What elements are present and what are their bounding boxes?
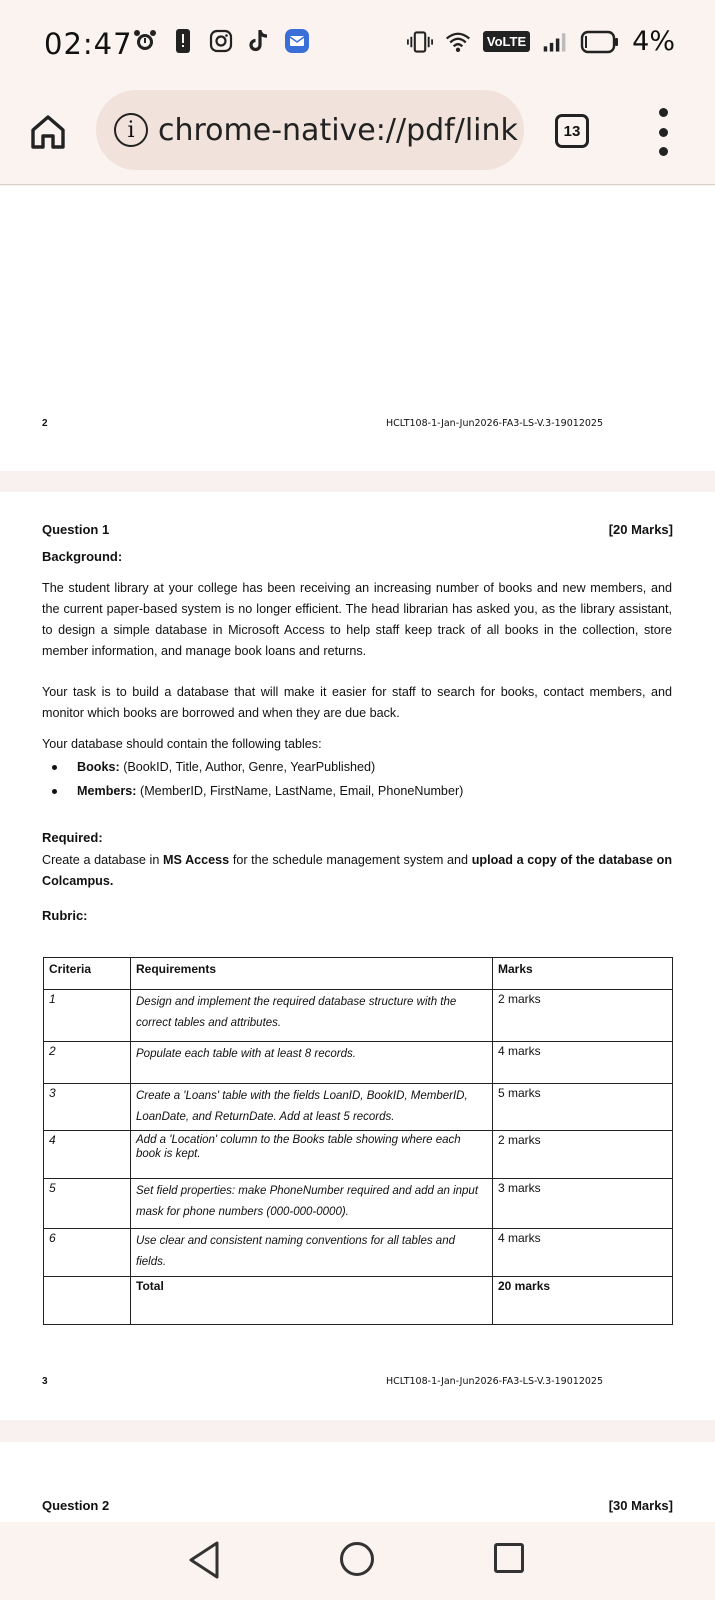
question-2-header <box>42 1498 673 1513</box>
question-1-header <box>42 522 673 537</box>
requirement-cell: Add a 'Location' column to the Books table showing where each book is kept. <box>131 1131 493 1179</box>
tables-intro: Your database should contain the following tables: <box>42 737 322 751</box>
pdf-page-4 <box>0 1442 715 1522</box>
table-row <box>44 990 673 1042</box>
criteria-cell <box>44 1277 131 1325</box>
criteria-cell: 1 <box>44 990 131 1042</box>
home-nav-button[interactable] <box>340 1542 374 1576</box>
page-footer <box>42 1376 673 1387</box>
page-number: 3 <box>42 1376 48 1387</box>
battery-icon <box>580 29 620 55</box>
table-list <box>52 755 463 803</box>
mail-icon <box>284 28 310 54</box>
requirement-cell: Set field properties: make PhoneNumber required and add an input mask for phone numbers (000-000-0000). <box>131 1179 493 1229</box>
marks-cell: 4 marks <box>493 1042 673 1084</box>
table-header-row <box>44 958 673 990</box>
notification-icon <box>170 28 196 54</box>
navigation-bar <box>0 1522 715 1600</box>
recents-button[interactable] <box>494 1543 524 1573</box>
column-header: Criteria <box>44 958 131 990</box>
more-options-button[interactable] <box>656 108 670 156</box>
required-text: Create a database in MS Access for the schedule management system and upload a copy of the database on Colcampus. <box>42 853 673 888</box>
status-time: 02:47 <box>44 27 133 61</box>
pdf-page-3 <box>0 492 715 1420</box>
document-code: HCLT108-1-Jan-Jun2026-FA3-LS-V.3-19012025 <box>385 418 603 429</box>
signal-icon <box>542 29 568 55</box>
site-info-icon[interactable]: i <box>114 113 148 147</box>
table-row <box>44 1229 673 1277</box>
home-button[interactable] <box>28 112 68 152</box>
menu-dot-icon <box>659 147 668 156</box>
requirement-cell: Use clear and consistent naming conventions for all tables and fields. <box>131 1229 493 1277</box>
list-item: Members: (MemberID, FirstName, LastName, Email, PhoneNumber) <box>52 779 463 803</box>
question-marks: [20 Marks] <box>608 522 673 537</box>
marks-cell: 4 marks <box>493 1229 673 1277</box>
criteria-cell: 4 <box>44 1131 131 1179</box>
notification-icons <box>132 28 310 54</box>
vibrate-icon <box>407 29 433 55</box>
system-icons <box>407 26 675 57</box>
instagram-icon <box>208 28 234 54</box>
url-bar[interactable] <box>96 90 524 170</box>
criteria-cell: 2 <box>44 1042 131 1084</box>
home-icon <box>28 112 68 152</box>
marks-cell: 5 marks <box>493 1084 673 1131</box>
criteria-cell: 5 <box>44 1179 131 1229</box>
wifi-icon <box>445 29 471 55</box>
criteria-cell: 3 <box>44 1084 131 1131</box>
browser-toolbar <box>0 90 715 185</box>
table-total-row <box>44 1277 673 1325</box>
back-button[interactable] <box>187 1540 221 1580</box>
page-number: 2 <box>42 418 48 429</box>
requirement-cell: Design and implement the required database structure with the correct tables and attributes. <box>131 990 493 1042</box>
page-footer <box>42 418 673 429</box>
alarm-icon <box>132 28 158 54</box>
column-header: Requirements <box>131 958 493 990</box>
table-row <box>44 1084 673 1131</box>
requirement-cell: Create a 'Loans' table with the fields LoanID, BookID, MemberID, LoanDate, and ReturnDate. Add at least 5 records. <box>131 1084 493 1131</box>
status-bar <box>0 0 715 90</box>
tiktok-icon <box>246 28 272 54</box>
marks-cell: 2 marks <box>493 1131 673 1179</box>
tab-switcher-button[interactable]: 13 <box>555 114 589 148</box>
battery-percentage: 4% <box>632 26 675 57</box>
list-item: Books: (BookID, Title, Author, Genre, YearPublished) <box>52 755 463 779</box>
background-paragraph: The student library at your college has been receiving an increasing number of books and new members, and the current paper-based system is no longer efficient. The head librarian has asked you, as the library assistant, to design a simple database in Microsoft Access to help staff keep track of all books in the collection, store member information, and manage book loans and returns. <box>42 581 672 658</box>
volte-badge: VoLTE <box>483 31 530 52</box>
task-paragraph: Your task is to build a database that will make it easier for staff to search for books, contact members, and monitor which books are borrowed and when they are due back. <box>42 685 672 720</box>
total-label: Total <box>131 1277 493 1325</box>
question-marks: [30 Marks] <box>608 1498 673 1513</box>
document-code: HCLT108-1-Jan-Jun2026-FA3-LS-V.3-19012025 <box>385 1376 603 1387</box>
rubric-table <box>43 957 673 1325</box>
background-label: Background: <box>42 549 123 564</box>
table-row <box>44 1042 673 1084</box>
required-label: Required: <box>42 830 103 845</box>
requirement-cell: Populate each table with at least 8 records. <box>131 1042 493 1084</box>
table-row <box>44 1179 673 1229</box>
total-marks: 20 marks <box>493 1277 673 1325</box>
table-row <box>44 1131 673 1179</box>
marks-cell: 3 marks <box>493 1179 673 1229</box>
criteria-cell: 6 <box>44 1229 131 1277</box>
rubric-label: Rubric: <box>42 908 88 923</box>
question-title: Question 2 <box>42 1498 110 1513</box>
question-title: Question 1 <box>42 522 110 537</box>
pdf-page-2 <box>0 186 715 471</box>
menu-dot-icon <box>659 108 668 117</box>
url-text: chrome-native://pdf/link <box>158 112 518 148</box>
marks-cell: 2 marks <box>493 990 673 1042</box>
menu-dot-icon <box>659 128 668 137</box>
column-header: Marks <box>493 958 673 990</box>
